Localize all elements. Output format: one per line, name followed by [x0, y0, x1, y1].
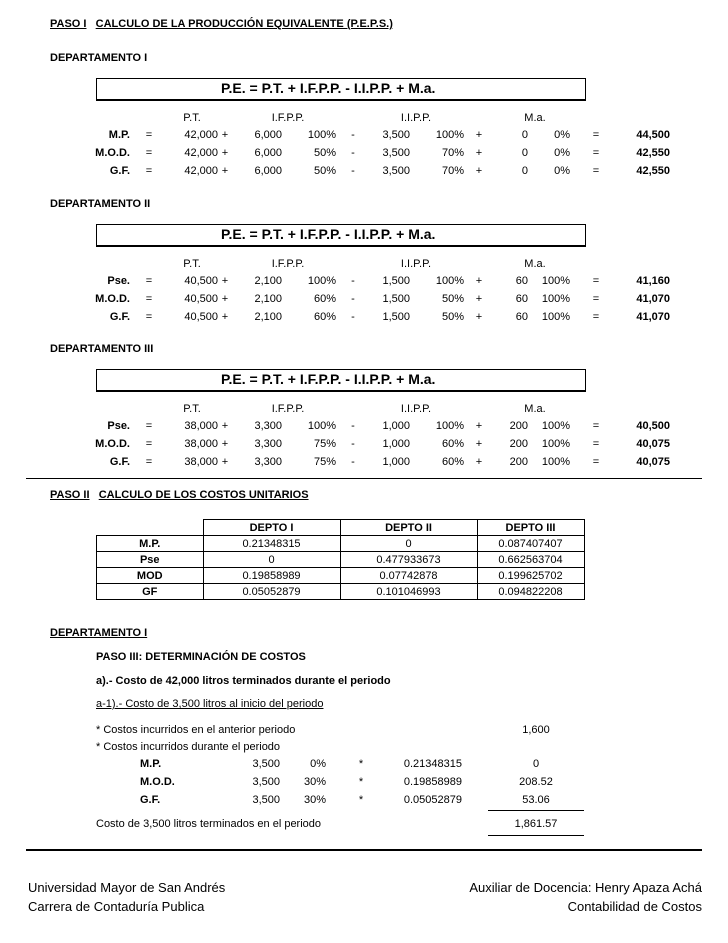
times-operator: *: [358, 776, 364, 788]
cell: 0.477933673: [340, 552, 477, 568]
operator: =: [145, 456, 153, 468]
paso1-label: PASO I: [50, 18, 87, 30]
cell-ifpp-pct: 100%: [307, 275, 336, 287]
cell: 0.19858989: [203, 568, 340, 584]
cell-result: 40,075: [636, 456, 670, 468]
cell-ma: 60: [515, 293, 528, 305]
operator: =: [592, 275, 600, 287]
cell-ma-pct: 0%: [554, 165, 570, 177]
cell-label: G.F.: [109, 165, 130, 177]
operator: +: [221, 311, 229, 323]
operator: =: [592, 456, 600, 468]
cell-ifpp: 3,300: [254, 456, 282, 468]
paso1-heading: [50, 18, 393, 30]
operator: -: [351, 147, 355, 159]
operator: =: [145, 420, 153, 432]
total-label: Costo de 3,500 litros terminados en el periodo: [96, 818, 322, 830]
operator: +: [475, 147, 483, 159]
row-label: GF: [97, 584, 204, 600]
cell-ma: 200: [509, 456, 528, 468]
cell: 0.07742878: [340, 568, 477, 584]
cost-pct: 0%: [310, 758, 326, 770]
operator: =: [145, 165, 153, 177]
cell-ifpp-pct: 100%: [307, 420, 336, 432]
table-row: [97, 536, 585, 552]
cell-iipp-pct: 50%: [441, 293, 464, 305]
cell-ifpp: 3,300: [254, 420, 282, 432]
cell-ma-pct: 100%: [541, 311, 570, 323]
operator: -: [351, 275, 355, 287]
cell-pt: 42,000: [184, 147, 218, 159]
footer-university: Universidad Mayor de San Andrés: [28, 880, 226, 895]
cell-ifpp: 6,000: [254, 129, 282, 141]
cell-ifpp-pct: 75%: [313, 438, 336, 450]
cell-iipp-pct: 60%: [441, 456, 464, 468]
col-header-pt: P.T.: [183, 112, 201, 124]
col-header-depto-2: DEPTO II: [340, 520, 477, 536]
times-operator: *: [358, 794, 364, 806]
durante-label: * Costos incurridos durante el periodo: [96, 741, 281, 753]
cell-label: M.O.D.: [95, 293, 130, 305]
operator: =: [592, 438, 600, 450]
operator: +: [221, 293, 229, 305]
cell-pt: 40,500: [184, 275, 218, 287]
operator: +: [221, 275, 229, 287]
cell-label: M.P.: [108, 129, 130, 141]
total-line: [488, 835, 584, 836]
cell-ma: 200: [509, 438, 528, 450]
cost-total: 208.52: [519, 776, 553, 788]
cell: 0.087407407: [477, 536, 584, 552]
operator: +: [221, 456, 229, 468]
cell-ma: 200: [509, 420, 528, 432]
operator: =: [592, 165, 600, 177]
operator: =: [145, 438, 153, 450]
cell-label: Pse.: [107, 275, 130, 287]
cost-pct: 30%: [303, 794, 326, 806]
cell-ma: 0: [521, 129, 528, 141]
formula-text: P.E. = P.T. + I.F.P.P. - I.I.P.P. + M.a.: [221, 371, 436, 387]
operator: +: [475, 456, 483, 468]
cell-ma-pct: 0%: [554, 147, 570, 159]
cell-result: 40,075: [636, 438, 670, 450]
cell-iipp-pct: 50%: [441, 311, 464, 323]
formula-box: [96, 224, 586, 247]
cost-unit: 0.05052879: [403, 794, 462, 806]
paso3-title: PASO III: DETERMINACIÓN DE COSTOS: [96, 651, 306, 663]
cell-ma: 60: [515, 311, 528, 323]
operator: +: [221, 129, 229, 141]
cell-ifpp-pct: 50%: [313, 147, 336, 159]
cell-ifpp: 2,100: [254, 311, 282, 323]
col-header-iipp: I.I.P.P.: [400, 258, 432, 270]
paso3-dept: DEPARTAMENTO I: [50, 627, 148, 639]
operator: +: [475, 311, 483, 323]
operator: -: [351, 311, 355, 323]
separator: [26, 478, 702, 479]
cost-qty: 3,500: [252, 794, 280, 806]
formula-text: P.E. = P.T. + I.F.P.P. - I.I.P.P. + M.a.: [221, 226, 436, 242]
operator: =: [592, 420, 600, 432]
dept-title: DEPARTAMENTO III: [50, 343, 154, 355]
operator: =: [145, 129, 153, 141]
operator: =: [592, 311, 600, 323]
operator: +: [475, 275, 483, 287]
cell-iipp-pct: 70%: [441, 165, 464, 177]
cell-iipp: 1,500: [382, 311, 410, 323]
cell-ma-pct: 100%: [541, 420, 570, 432]
col-header-ifpp: I.F.P.P.: [271, 112, 305, 124]
cell: 0: [203, 552, 340, 568]
cell-pt: 42,000: [184, 165, 218, 177]
cost-total: 0: [532, 758, 540, 770]
paso2-title: CALCULO DE LOS COSTOS UNITARIOS: [98, 489, 309, 501]
cell-result: 44,500: [636, 129, 670, 141]
cell-iipp: 3,500: [382, 147, 410, 159]
col-header-ma: M.a.: [524, 112, 546, 124]
table-row: [97, 584, 585, 600]
cell-label: G.F.: [109, 456, 130, 468]
col-header-ifpp: I.F.P.P.: [271, 258, 305, 270]
cost-label: G.F.: [140, 794, 161, 806]
cell-label: Pse.: [107, 420, 130, 432]
cell-pt: 40,500: [184, 311, 218, 323]
table-row: [97, 568, 585, 584]
cell-ifpp-pct: 50%: [313, 165, 336, 177]
cell-pt: 38,000: [184, 420, 218, 432]
col-header-depto-1: DEPTO I: [203, 520, 340, 536]
cell: 0.662563704: [477, 552, 584, 568]
formula-text: P.E. = P.T. + I.F.P.P. - I.I.P.P. + M.a.: [221, 80, 436, 96]
paso3-subtitle-a: a).- Costo de 42,000 litros terminados durante el periodo: [96, 675, 391, 687]
operator: =: [592, 293, 600, 305]
cost-unit: 0.19858989: [403, 776, 462, 788]
operator: -: [351, 129, 355, 141]
cell-result: 41,070: [636, 311, 670, 323]
cell: 0.21348315: [203, 536, 340, 552]
cell-pt: 42,000: [184, 129, 218, 141]
footer-course: Contabilidad de Costos: [567, 899, 702, 914]
cell-pt: 38,000: [184, 456, 218, 468]
operator: =: [592, 147, 600, 159]
cell-iipp-pct: 100%: [435, 420, 464, 432]
cell-ifpp-pct: 60%: [313, 311, 336, 323]
anterior-value: 1,600: [522, 724, 550, 736]
operator: +: [475, 165, 483, 177]
anterior-label: * Costos incurridos en el anterior periodo: [96, 724, 296, 736]
paso2-heading: [50, 489, 309, 501]
cell-label: M.O.D.: [95, 147, 130, 159]
cell-iipp: 1,000: [382, 456, 410, 468]
col-header-pt: P.T.: [183, 258, 201, 270]
col-header-ma: M.a.: [524, 403, 546, 415]
cell-ifpp-pct: 75%: [313, 456, 336, 468]
cell-iipp: 1,000: [382, 420, 410, 432]
cell-ifpp: 3,300: [254, 438, 282, 450]
cell-ma-pct: 100%: [541, 293, 570, 305]
operator: =: [145, 147, 153, 159]
dept-title: DEPARTAMENTO II: [50, 198, 151, 210]
operator: -: [351, 293, 355, 305]
cell-pt: 40,500: [184, 293, 218, 305]
cost-unit: 0.21348315: [403, 758, 462, 770]
cell-ma-pct: 0%: [554, 129, 570, 141]
cell-result: 41,160: [636, 275, 670, 287]
paso3-subtitle-a1: a-1).- Costo de 3,500 litros al inicio del periodo: [96, 698, 324, 710]
operator: -: [351, 420, 355, 432]
cell: 0.094822208: [477, 584, 584, 600]
row-label: M.P.: [97, 536, 204, 552]
cell-result: 42,550: [636, 147, 670, 159]
operator: +: [475, 438, 483, 450]
cell-iipp: 1,500: [382, 293, 410, 305]
col-header-ifpp: I.F.P.P.: [271, 403, 305, 415]
cost-label: M.O.D.: [140, 776, 175, 788]
cell-iipp: 3,500: [382, 165, 410, 177]
row-label: MOD: [97, 568, 204, 584]
cell-ma: 0: [521, 165, 528, 177]
cell-ma: 60: [515, 275, 528, 287]
formula-box: [96, 369, 586, 392]
paso1-title: CALCULO DE LA PRODUCCIÓN EQUIVALENTE (P.E.P.S.): [95, 18, 393, 30]
cell-iipp: 1,500: [382, 275, 410, 287]
operator: +: [475, 293, 483, 305]
operator: -: [351, 456, 355, 468]
cell-iipp-pct: 60%: [441, 438, 464, 450]
operator: =: [145, 275, 153, 287]
cell-ma: 0: [521, 147, 528, 159]
operator: =: [592, 129, 600, 141]
formula-box: [96, 78, 586, 101]
cell: 0: [340, 536, 477, 552]
col-header-depto-3: DEPTO III: [477, 520, 584, 536]
row-label: Pse: [97, 552, 204, 568]
sum-line: [488, 810, 584, 811]
cell-ifpp-pct: 60%: [313, 293, 336, 305]
footer-assistant: Auxiliar de Docencia: Henry Apaza Achá: [469, 880, 702, 895]
operator: =: [145, 293, 153, 305]
cell-ma-pct: 100%: [541, 275, 570, 287]
col-header-iipp: I.I.P.P.: [400, 403, 432, 415]
cell: 0.101046993: [340, 584, 477, 600]
operator: +: [475, 420, 483, 432]
footer-career: Carrera de Contaduría Publica: [28, 899, 205, 914]
cell-iipp-pct: 100%: [435, 129, 464, 141]
cell-ma-pct: 100%: [541, 438, 570, 450]
operator: +: [221, 420, 229, 432]
operator: +: [221, 438, 229, 450]
cell-result: 40,500: [636, 420, 670, 432]
col-header-iipp: I.I.P.P.: [400, 112, 432, 124]
cell-iipp-pct: 70%: [441, 147, 464, 159]
dept-title: DEPARTAMENTO I: [50, 52, 148, 64]
operator: +: [221, 147, 229, 159]
operator: +: [475, 129, 483, 141]
operator: -: [351, 438, 355, 450]
cell-iipp: 1,000: [382, 438, 410, 450]
cell-ifpp: 6,000: [254, 147, 282, 159]
cell-pt: 38,000: [184, 438, 218, 450]
cell: 0.05052879: [203, 584, 340, 600]
footer-separator: [26, 849, 702, 851]
cell-ifpp: 6,000: [254, 165, 282, 177]
paso2-label: PASO II: [50, 489, 90, 501]
cell-iipp-pct: 100%: [435, 275, 464, 287]
operator: +: [221, 165, 229, 177]
operator: -: [351, 165, 355, 177]
table-row: [97, 552, 585, 568]
cell-result: 42,550: [636, 165, 670, 177]
cost-label: M.P.: [140, 758, 162, 770]
unit-cost-table: [96, 519, 585, 600]
cell-label: M.O.D.: [95, 438, 130, 450]
cell-iipp: 3,500: [382, 129, 410, 141]
cell: 0.199625702: [477, 568, 584, 584]
cost-qty: 3,500: [252, 776, 280, 788]
cell-ifpp: 2,100: [254, 275, 282, 287]
operator: =: [145, 311, 153, 323]
col-header-pt: P.T.: [183, 403, 201, 415]
cell-label: G.F.: [109, 311, 130, 323]
cost-pct: 30%: [303, 776, 326, 788]
times-operator: *: [358, 758, 364, 770]
cell-ifpp: 2,100: [254, 293, 282, 305]
table-header-row: [97, 520, 585, 536]
cell-result: 41,070: [636, 293, 670, 305]
total-value: 1,861.57: [514, 818, 558, 830]
col-header-ma: M.a.: [524, 258, 546, 270]
cell-ma-pct: 100%: [541, 456, 570, 468]
cost-qty: 3,500: [252, 758, 280, 770]
cost-total: 53.06: [522, 794, 550, 806]
cell-ifpp-pct: 100%: [307, 129, 336, 141]
